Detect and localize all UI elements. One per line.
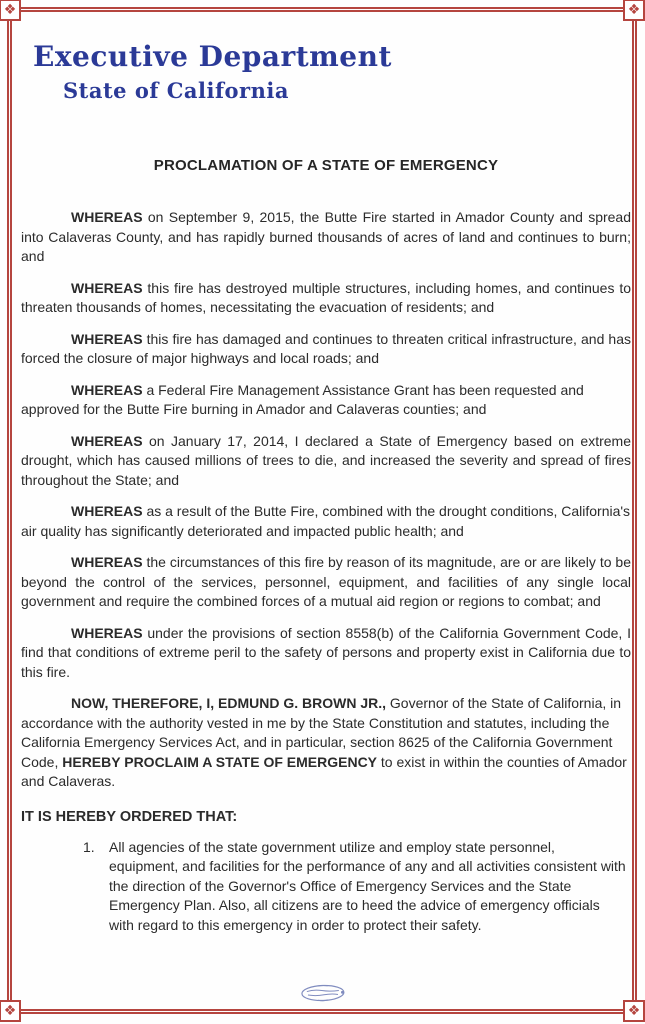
paragraph-text: on September 9, 2015, the Butte Fire started in Amador County and spread into Calaveras County, and has rapidly burned thousands of acres of land and continues to burn; and <box>21 209 631 264</box>
paragraph-text: the circumstances of this fire by reason of its magnitude, are or are likely to be beyond the control of the services, personnel, equipment, and facilities of any single local government and require the combined forces of a mutual aid region or regions to combat; and <box>21 554 631 609</box>
whereas-paragraph <box>21 553 631 612</box>
whereas-paragraph <box>21 330 631 369</box>
whereas-lead: WHEREAS <box>71 554 143 570</box>
ordered-heading: IT IS HEREBY ORDERED THAT: <box>21 808 238 825</box>
item-number: 1. <box>83 838 95 855</box>
whereas-lead: WHEREAS <box>71 381 143 398</box>
whereas-lead: WHEREAS <box>71 503 143 519</box>
corner-rosette-icon <box>0 0 21 21</box>
item-text: All agencies of the state government utilize and employ state personnel, equipment, and facilities for the performance of any and all activities consistent with the direction of the Governor's Office of Emergency Services and the State Emergency Plan. Also, all citizens are to heed the advice of emergency officials with regard to this emergency in order to protect their safety. <box>109 838 626 933</box>
corner-rosette-icon <box>0 1000 21 1022</box>
paragraph-text: as a result of the Butte Fire, combined with the drought conditions, California's air quality has significantly deteriorated and impacted public health; and <box>21 503 631 539</box>
whereas-lead: WHEREAS <box>71 432 143 449</box>
whereas-lead: WHEREAS <box>71 624 143 641</box>
rosette-glyph: ❖ <box>3 1003 17 1019</box>
document-title: PROCLAMATION OF A STATE OF EMERGENCY <box>153 157 499 174</box>
proclaim-emphasis: HEREBY PROCLAIM A STATE OF EMERGENCY <box>62 753 378 770</box>
paragraph-text: to exist in within the counties of Amador and Calaveras. <box>21 753 627 789</box>
letterhead <box>21 40 631 103</box>
paragraph-text: Governor of the State of California, in accordance with the authority vested in me by the State Constitution and statutes, including the California Emergency Services Act, and in particular, section 8625 of the California Government Code, <box>21 695 622 770</box>
whereas-paragraph <box>21 502 631 541</box>
paragraph-text: this fire has destroyed multiple structures, including homes, and continues to threaten thousands of homes, necessitating the evacuation of residents; and <box>21 279 631 315</box>
executive-department-heading: Executive Department <box>33 40 392 73</box>
rosette-glyph: ❖ <box>627 1003 641 1019</box>
state-of-california-subheading: State of California <box>63 78 289 103</box>
proclamation-paragraph <box>21 694 631 792</box>
whereas-lead: WHEREAS <box>71 209 143 225</box>
whereas-paragraph <box>21 624 631 683</box>
ordered-list-item <box>21 838 631 936</box>
paragraph-text: this fire has damaged and continues to threaten critical infrastructure, and has forced the closure of major highways and local roads; and <box>21 330 631 366</box>
proclamation-lead: NOW, THEREFORE, I, EDMUND G. BROWN JR., <box>71 695 387 711</box>
whereas-paragraph <box>21 279 631 318</box>
paragraph-text: under the provisions of section 8558(b) of the California Government Code, I find that conditions of extreme peril to the safety of persons and property exist in California due to this fire. <box>21 624 631 680</box>
printer-union-seal-icon <box>297 981 348 1010</box>
corner-rosette-icon <box>623 1000 645 1022</box>
rosette-glyph: ❖ <box>627 2 641 18</box>
document-content <box>21 0 631 935</box>
whereas-paragraph <box>21 432 631 491</box>
whereas-lead: WHEREAS <box>71 330 143 347</box>
whereas-lead: WHEREAS <box>71 279 143 296</box>
paragraph-text: a Federal Fire Management Assistance Grant has been requested and approved for the Butte Fire burning in Amador and Calaveras counties; and <box>21 381 584 417</box>
paragraph-text: on January 17, 2014, I declared a State of Emergency based on extreme drought, which has caused millions of trees to die, and increased the severity and spread of fires throughout the State; and <box>21 432 631 488</box>
rosette-glyph: ❖ <box>3 2 17 18</box>
whereas-paragraph <box>21 381 631 420</box>
whereas-paragraph <box>21 208 631 267</box>
